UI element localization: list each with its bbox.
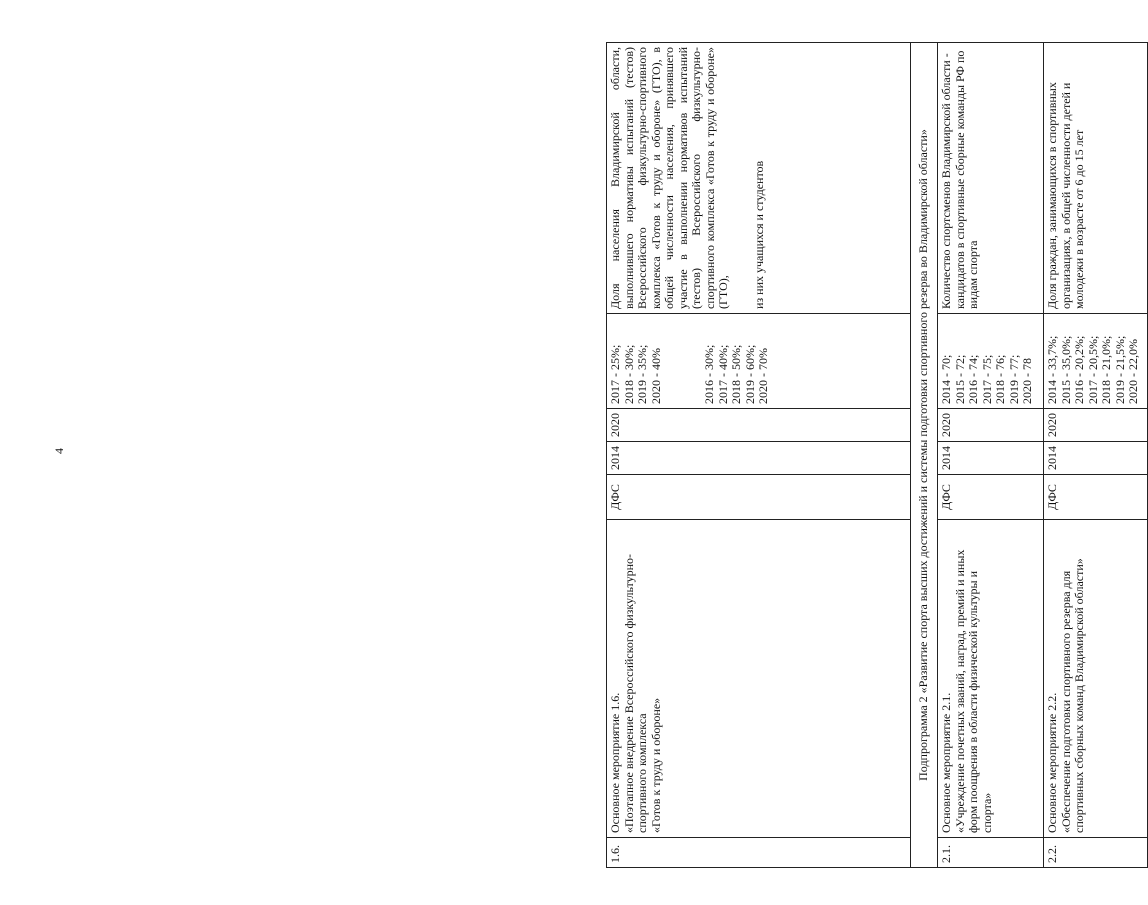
target-value: 2019 - 35%;	[635, 344, 649, 404]
page-number: 4	[52, 448, 66, 454]
target-value: 2014 - 33,7%;	[1045, 335, 1059, 404]
indicator: Доля граждан, занимающихся в спортивных организациях, в общей численности детей и молодежи в возрасте от 6 до 15 лет	[1044, 43, 1148, 314]
year-end: 2020	[1044, 409, 1148, 442]
event-name-line: «Обеспечение подготовки спортивного резерва для	[1058, 570, 1073, 833]
indicator: Количество спортсменов Владимирской области - кандидатов в спортивные сборные команды РФ по видам спорта	[938, 43, 1044, 314]
subprogram-row	[911, 43, 938, 868]
event-name-line: форм поощрения в области физической культуры и	[966, 570, 980, 833]
executor: ДФС	[938, 475, 1044, 520]
target-values	[1044, 314, 1148, 409]
year-start: 2014	[1044, 442, 1148, 475]
target-value: 2019 - 21,5%;	[1112, 335, 1127, 404]
target-value: 2019 - 77;	[1006, 354, 1021, 404]
target-value: 2020 - 40%	[648, 348, 663, 404]
event-name-line: Основное мероприятие 2.2.	[1045, 692, 1059, 833]
target-value: 2017 - 75;	[979, 354, 994, 404]
target-value: 2020 - 22,0%	[1126, 339, 1140, 404]
event-name-line: спорта»	[979, 792, 994, 833]
table-row-1-6	[607, 43, 911, 868]
table-row-2-1	[938, 43, 1044, 868]
indicator-text-2: из них учащихся и студентов	[751, 160, 766, 309]
target-value: 2020 - 78	[1020, 358, 1034, 404]
event-name-line: Основное мероприятие 1.6.	[608, 692, 622, 833]
indicator	[607, 43, 911, 314]
indicator-text: Доля населения Владимирской области, выполнившего нормативы испытаний (тестов) Всероссийского физкультурно-спортивного комплекса «Готов к труду и обороне» (ГТО), в общей численности населения, принявшего участие в выполнении нормативов испытаний (тестов) Всероссийского физкультурно-спортивного комплекса «Готов к труду и обороне» (ГТО),	[608, 47, 730, 309]
target-values	[607, 314, 911, 409]
target-value: 2017 - 20,5%;	[1085, 335, 1100, 404]
target-value: 2014 - 70;	[939, 354, 953, 404]
target-value: 2018 - 50%;	[729, 344, 743, 404]
program-table	[606, 42, 1148, 868]
target-value: 2018 - 76;	[993, 354, 1007, 404]
target-value: 2016 - 30%;	[702, 344, 716, 404]
target-value: 2017 - 25%;	[608, 344, 622, 404]
target-value: 2017 - 40%;	[715, 344, 730, 404]
event-name	[1044, 520, 1148, 838]
event-name	[607, 520, 911, 838]
subprogram-title: Подпрограмма 2 «Развитие спорта высших достижений и системы подготовки спортивного резерва во Владимирской области»	[911, 43, 938, 868]
event-name-line: спортивного комплекса	[635, 713, 649, 833]
target-values	[938, 314, 1044, 409]
year-start: 2014	[938, 442, 1044, 475]
target-value: 2020 - 70%	[756, 348, 770, 404]
row-number: 2.1.	[938, 838, 1044, 868]
target-value: 2015 - 35,0%;	[1058, 335, 1073, 404]
target-value: 2016 - 20,2%;	[1072, 335, 1086, 404]
year-end: 2020	[607, 409, 911, 442]
row-number: 2.2.	[1044, 838, 1148, 868]
year-end: 2020	[938, 409, 1044, 442]
event-name-line: Основное мероприятие 2.1.	[939, 692, 953, 833]
target-value: 2019 - 60%;	[742, 344, 757, 404]
target-value: 2018 - 21,0%;	[1099, 335, 1113, 404]
event-name-line: «Учреждение почетных званий, наград, премий и иных	[952, 549, 967, 833]
event-name-line: «Поэтапное внедрение Всероссийского физкультурно-	[621, 553, 636, 833]
target-value: 2015 - 72;	[952, 354, 967, 404]
executor: ДФС	[1044, 475, 1148, 520]
rotated-table-wrapper	[606, 42, 1148, 868]
target-value: 2018 - 30%;	[621, 344, 636, 404]
year-start: 2014	[607, 442, 911, 475]
event-name	[938, 520, 1044, 838]
event-name-line: спортивных сборных команд Владимирской области»	[1072, 558, 1086, 833]
executor: ДФС	[607, 475, 911, 520]
row-number: 1.6.	[607, 838, 911, 868]
table-row-2-2	[1044, 43, 1148, 868]
event-name-line: «Готов к труду и обороне»	[648, 697, 663, 833]
target-value: 2016 - 74;	[966, 354, 980, 404]
